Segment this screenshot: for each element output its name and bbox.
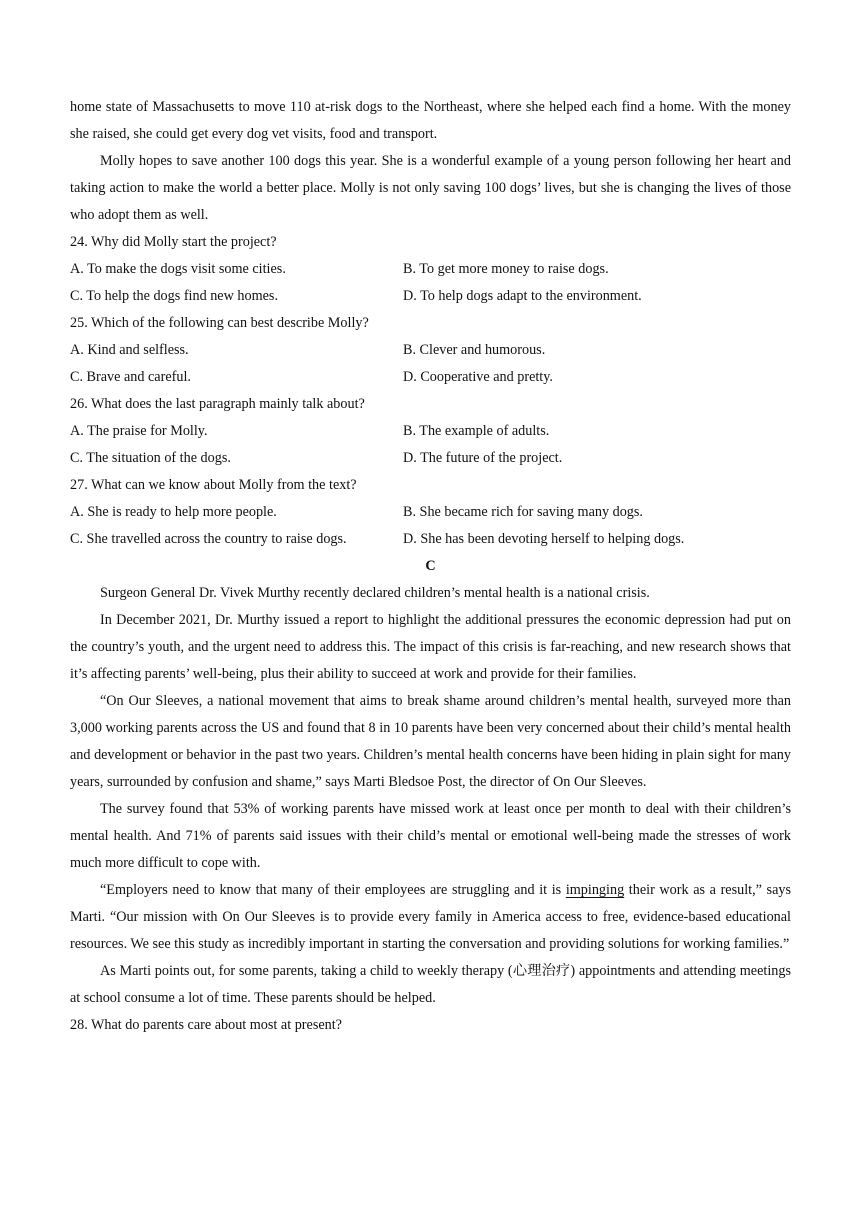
section-c-paragraph-5 (70, 877, 791, 958)
question-26-option-a: A. The praise for Molly. (70, 423, 208, 439)
question-24-option-d: D. To help dogs adapt to the environment. (403, 288, 642, 304)
question-25-option-b: B. Clever and humorous. (403, 342, 546, 358)
question-24-stem: 24. Why did Molly start the project? (70, 234, 277, 250)
question-25-options-row-1 (70, 337, 791, 364)
question-25-stem: 25. Which of the following can best describe Molly? (70, 315, 369, 331)
question-27-option-a: A. She is ready to help more people. (70, 504, 277, 520)
question-27-stem: 27. What can we know about Molly from the text? (70, 477, 357, 493)
question-24-options-row-2 (70, 283, 791, 310)
question-24-options-row-1 (70, 256, 791, 283)
question-24-option-a: A. To make the dogs visit some cities. (70, 261, 286, 277)
passage-b-paragraph-last: Molly hopes to save another 100 dogs this year. She is a wonderful example of a young person following her heart and taking action to make the world a better place. Molly is not only saving 100 dogs’ lives, but she is changing the lives of those who adopt them as well. (70, 153, 791, 223)
question-25-option-d: D. Cooperative and pretty. (403, 369, 553, 385)
section-c-paragraph-3: “On Our Sleeves, a national movement that aims to break shame around children’s mental health, surveyed more than 3,000 working parents across the US and found that 8 in 10 parents have been very concerned about their child’s mental health and development or behavior in the past two years. Children’s mental health concerns have been hiding in plain sight for many years, surrounded by confusion and shame,” says Marti Bledsoe Post, the director of On Our Sleeves. (70, 693, 791, 790)
question-27-option-c: C. She travelled across the country to raise dogs. (70, 531, 347, 547)
question-24-option-c: C. To help the dogs find new homes. (70, 288, 278, 304)
question-26-option-c: C. The situation of the dogs. (70, 450, 231, 466)
question-27-options-row-1 (70, 499, 791, 526)
question-24-option-b: B. To get more money to raise dogs. (403, 261, 609, 277)
document-page (70, 94, 791, 1039)
section-c-paragraph-4: The survey found that 53% of working parents have missed work at least once per month to deal with their children’s mental health. And 71% of parents said issues with their child’s mental or emotional well-being made the stresses of work much more difficult to cope with. (70, 801, 791, 871)
question-28-stem: 28. What do parents care about most at present? (70, 1017, 342, 1033)
underlined-word-impinging: impinging (565, 882, 625, 898)
question-27-option-d: D. She has been devoting herself to helping dogs. (403, 531, 685, 547)
section-c-paragraph-5-part-2: their work as a result,” says Marti. “Our mission with On Our Sleeves is to provide every family in America access to free, evidence-based educational resources. We see this study as incredibly important in starting the conversation and providing solutions for working families.” (70, 882, 791, 952)
question-26-stem: 26. What does the last paragraph mainly talk about? (70, 396, 365, 412)
question-26-options-row-1 (70, 418, 791, 445)
question-27-options-row-2 (70, 526, 791, 553)
passage-b-paragraph-end: home state of Massachusetts to move 110 at-risk dogs to the Northeast, where she helped each find a home. With the money she raised, she could get every dog vet visits, food and transport. (70, 99, 791, 142)
question-25-options-row-2 (70, 364, 791, 391)
section-c-paragraph-5-part-1: “Employers need to know that many of their employees are struggling and it is (100, 882, 566, 898)
section-c-paragraph-6: As Marti points out, for some parents, taking a child to weekly therapy (心理治疗) appointments and attending meetings at school consume a lot of time. These parents should be helped. (70, 963, 791, 1006)
section-c-title: C (425, 558, 436, 574)
question-25-option-c: C. Brave and careful. (70, 369, 191, 385)
section-c-paragraph-2: In December 2021, Dr. Murthy issued a report to highlight the additional pressures the economic depression had put on the country’s youth, and the urgent need to address this. The impact of this crisis is far-reaching, and new research shows that it’s affecting parents’ well-being, plus their ability to succeed at work and provide for their families. (70, 612, 791, 682)
question-26-option-d: D. The future of the project. (403, 450, 563, 466)
section-c-paragraph-1: Surgeon General Dr. Vivek Murthy recently declared children’s mental health is a national crisis. (100, 585, 650, 601)
question-25-option-a: A. Kind and selfless. (70, 342, 189, 358)
question-26-options-row-2 (70, 445, 791, 472)
question-26-option-b: B. The example of adults. (403, 423, 550, 439)
question-27-option-b: B. She became rich for saving many dogs. (403, 504, 643, 520)
